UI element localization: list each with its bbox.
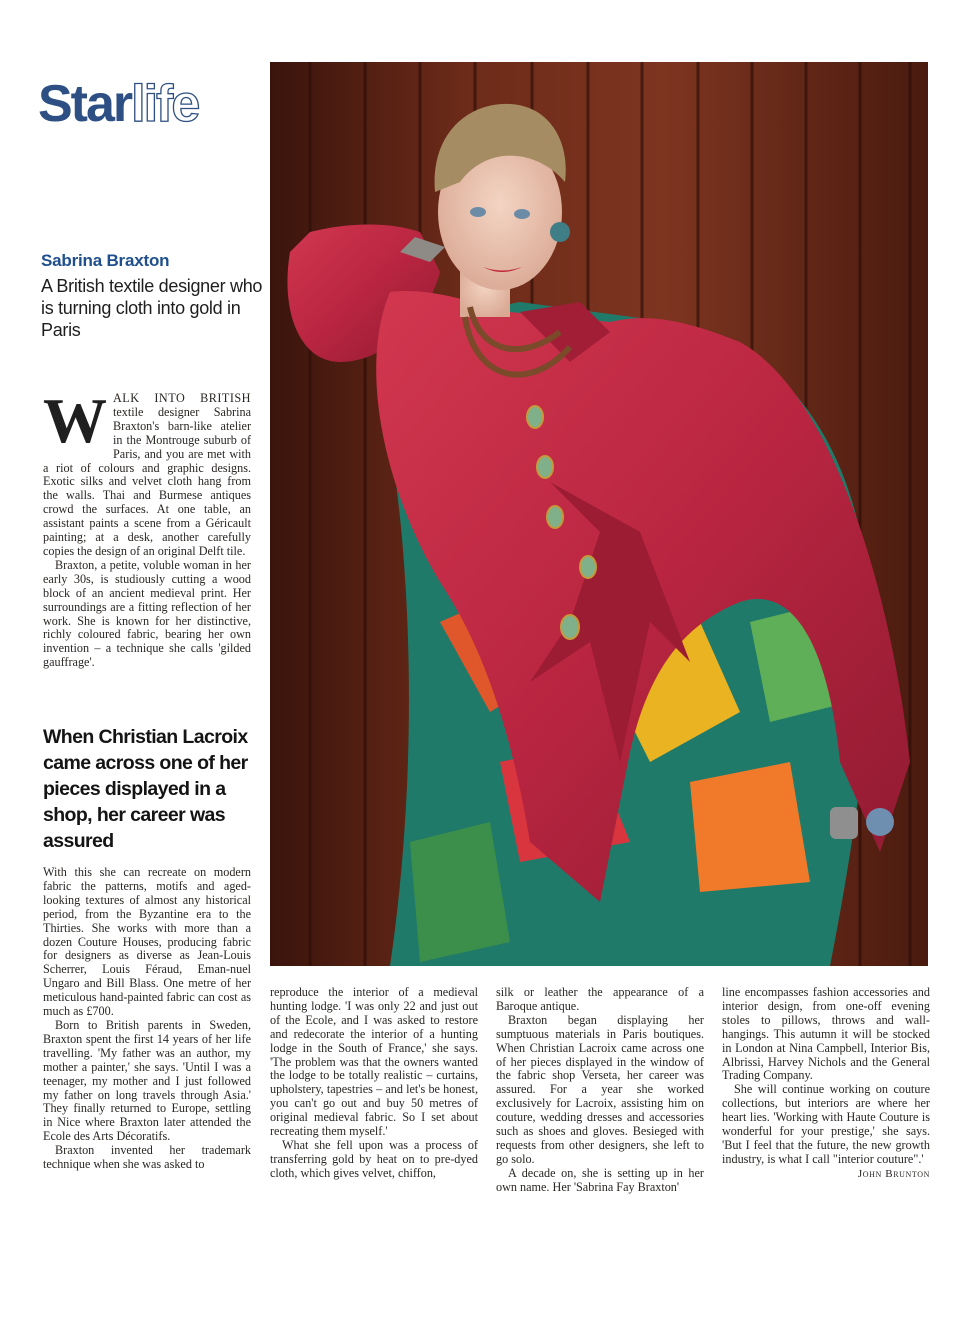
article-column-2 — [270, 986, 478, 1181]
article-paragraph: She will continue working on couture collections, but interiors are where her heart lies. 'Working with Haute Couture is wonderful for your prestige,' she says. 'But I feel that the future, the new growth industry, is what I call "interior couture".' — [722, 1082, 930, 1166]
paragraph-text: textile designer Sabrina Braxton's barn-like atelier in the Montrouge suburb of Paris, and you are met with a riot of colours and graphic designs. Exotic silks and velvet cloth hang from the walls. Thai and Burmese antiques crowd the surfaces. At one table, an assistant paints a scene from a Géricault painting; at a desk, another carefully copies the design of an original Delft tile. — [43, 404, 251, 558]
masthead-life: life — [131, 75, 199, 133]
drop-cap: W — [43, 385, 107, 456]
byline: John Brunton — [857, 1167, 930, 1180]
article-paragraph: Braxton began displaying her sumptuous materials in Paris boutiques. When Christian Lacroix came across one of her pieces displayed in the window of the fabric shop Verseta, her career was assured. For a year she worked exclusively for Lacroix, assisting him on couture, wedding dresses and accessories such as shoes and gloves. Besieged with requests from other designers, she left to go solo. — [496, 1012, 704, 1166]
article-paragraph: line encompasses fashion accessories and interior design, from one-off evening stoles to pillows, throws and wall-hangings. This autumn it will be stocked in London at Nina Campbell, Interior Bis, Albrissi, Harvey Nichols and the General Trading Company. — [722, 985, 930, 1083]
pull-quote: When Christian Lacroix came across one of her pieces displayed in a shop, her career was assured — [43, 726, 248, 852]
kicker — [41, 250, 271, 341]
article-paragraph: Braxton, a petite, voluble woman in her early 30s, is studiously cutting a wood block of an ancient medieval print. Her surroundings are a fitting reflection of her work. She is known for her distinctive, richly coloured fabric, bearing her own invention – a technique she calls 'gilded gauffrage'. — [43, 557, 251, 670]
article-paragraph: With this she can recreate on modern fabric the patterns, motifs and aged-looking textures of almost any historical period, from the Byzantine era to the Thirties. She works with more than a dozen Couture Houses, producing fabric for designers as diverse as Jean-Louis Scherrer, Louis Féraud, Eman-nuel Ungaro and Bill Blass. One metre of her meticulous hand-painted fabric can cost as much as £700. — [43, 865, 251, 1019]
standfirst: A British textile designer who is turning cloth into gold in Paris — [41, 276, 263, 340]
article-paragraph — [43, 385, 251, 559]
article-paragraph: What she fell upon was a process of transferring gold by heat on to pre-dyed cloth, which gives velvet, chiffon, — [270, 1137, 478, 1180]
portrait-photo — [270, 62, 928, 966]
article-column-3 — [496, 986, 704, 1195]
masthead-star: Star — [38, 75, 132, 133]
subject-name: Sabrina Braxton — [41, 251, 170, 270]
article-column-4 — [722, 986, 930, 1182]
article-paragraph: reproduce the interior of a medieval hunting lodge. 'I was only 22 and just out of the Ecole, and I was asked to restore and redecorate the interior of a hunting lodge in the South of France,' she says. 'The problem was that the owners wanted the lodge to be totally realistic – curtains, upholstery, tapestries – and let's be honest, you can't go out and buy 50 metres of original medieval fabric. So I set about recreating them myself.' — [270, 985, 478, 1139]
lead-caps: ALK INTO BRITISH — [113, 391, 251, 405]
article-paragraph: silk or leather the appearance of a Baroque antique. — [496, 985, 704, 1013]
article-paragraph: A decade on, she is setting up in her own name. Her 'Sabrina Fay Braxton' — [496, 1165, 704, 1194]
article-paragraph: Born to British parents in Sweden, Braxton spent the first 14 years of her life travelling. 'My father was an author, my mother a painter,' she says. 'Until I was a teenager, my mother and I just followed my father on long travels through Asia.' They finally returned to Europe, settling in Nice where Braxton later attended the Ecole des Arts Décoratifs. — [43, 1017, 251, 1144]
article-paragraph: Braxton invented her trademark technique when she was asked to — [43, 1143, 251, 1172]
article-column-1-bottom — [43, 866, 251, 1172]
masthead-logo — [38, 72, 268, 136]
article-column-1-top — [43, 385, 251, 670]
